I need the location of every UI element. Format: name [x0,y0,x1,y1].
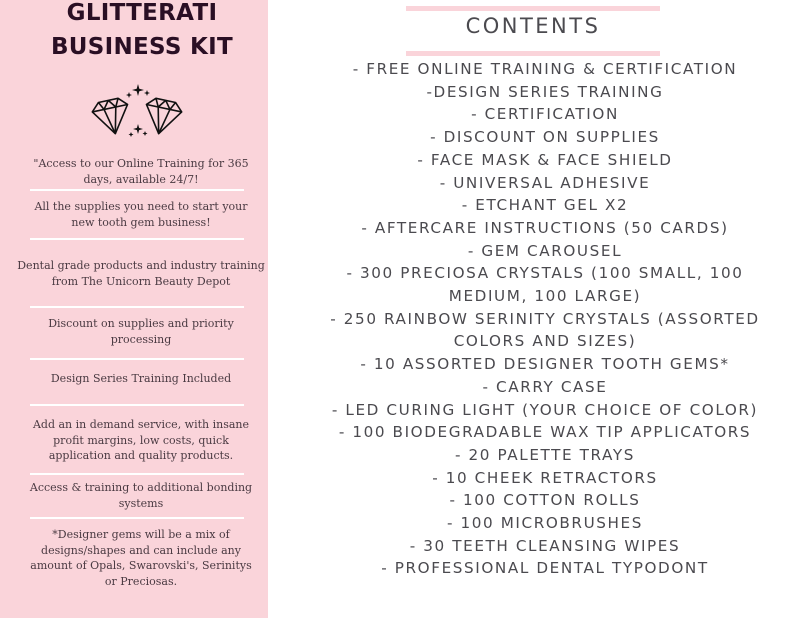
feature-text [16,480,266,511]
contents-line: - CARRY CASE [482,377,608,396]
contents-line: - PROFESSIONAL DENTAL TYPODONT [381,559,709,578]
feature-line: Discount on supplies and priority [48,317,234,330]
feature-text [16,527,266,589]
feature-line: Access & training to additional bonding [29,481,253,494]
contents-bottom-bar [406,51,660,56]
feature-text [16,258,266,289]
feature-divider [30,473,244,475]
feature-text [16,156,266,187]
kit-title-line-1: GLITTERATI [66,0,218,26]
feature-line: amount of Opals, Swarovski's, Serinitys [30,559,252,572]
feature-line: processing [110,332,172,346]
feature-line: systems [118,496,164,510]
contents-line: COLORS AND SIZES) [453,332,637,351]
feature-line: days, available 24/7! [83,172,199,186]
feature-text [16,316,266,347]
contents-line: - FREE ONLINE TRAINING & CERTIFICATION [352,60,738,78]
contents-line: - DISCOUNT ON SUPPLIES [430,128,660,147]
contents-line: - 10 CHEEK RETRACTORS [432,468,658,487]
feature-text [16,199,266,230]
contents-line: MEDIUM, 100 LARGE) [448,287,642,306]
contents-list [290,58,800,580]
diamonds-sparkle-icon [88,84,188,140]
feature-line: Design Series Training Included [50,372,232,385]
contents-top-bar [406,6,660,11]
feature-line: application and quality products. [48,449,234,462]
contents-line: - AFTERCARE INSTRUCTIONS (50 CARDS) [361,218,729,237]
feature-line: new tooth gem business! [71,215,211,229]
kit-title-line-2: BUSINESS KIT [50,34,234,60]
contents-line: - 100 MICROBRUSHES [446,514,643,533]
contents-line: - 30 TEETH CLEANSING WIPES [409,536,681,555]
feature-line: designs/shapes and can include any [41,543,241,557]
feature-divider [30,238,244,240]
contents-line: -DESIGN SERIES TRAINING [426,82,664,101]
feature-line: "Access to our Online Training for 365 [33,157,249,170]
feature-line: *Designer gems will be a mix of [52,528,230,541]
feature-divider [30,358,244,360]
contents-line: - FACE MASK & FACE SHIELD [417,150,673,169]
contents-line: - ETCHANT GEL X2 [461,196,629,215]
feature-divider [30,306,244,308]
contents-line: - CERTIFICATION [471,105,619,124]
contents-line: - GEM CAROUSEL [467,241,623,260]
contents-line: - 300 PRECIOSA CRYSTALS (100 SMALL, 100 [346,264,744,283]
contents-line: - 10 ASSORTED DESIGNER TOOTH GEMS* [360,355,730,374]
contents-title: CONTENTS [465,14,601,38]
feature-text [16,417,266,464]
feature-line: All the supplies you need to start your [34,200,248,213]
contents-line: - LED CURING LIGHT (YOUR CHOICE OF COLOR) [331,400,759,419]
feature-line: from The Unicorn Beauty Depot [51,274,231,288]
contents-line: - 20 PALETTE TRAYS [455,445,635,464]
contents-line: - UNIVERSAL ADHESIVE [439,173,651,192]
feature-divider [30,404,244,406]
feature-line: profit margins, low costs, quick [53,433,229,447]
feature-text [16,371,266,387]
feature-line: or Preciosas. [104,574,178,588]
contents-line: - 250 RAINBOW SERINITY CRYSTALS (ASSORTED [330,309,760,328]
contents-line: - 100 COTTON ROLLS [449,491,641,510]
contents-line: - 100 BIODEGRADABLE WAX TIP APPLICATORS [338,423,752,442]
feature-line: Dental grade products and industry training [17,259,265,272]
feature-divider [30,189,244,191]
feature-divider [30,517,244,519]
feature-line: Add an in demand service, with insane [32,418,250,431]
